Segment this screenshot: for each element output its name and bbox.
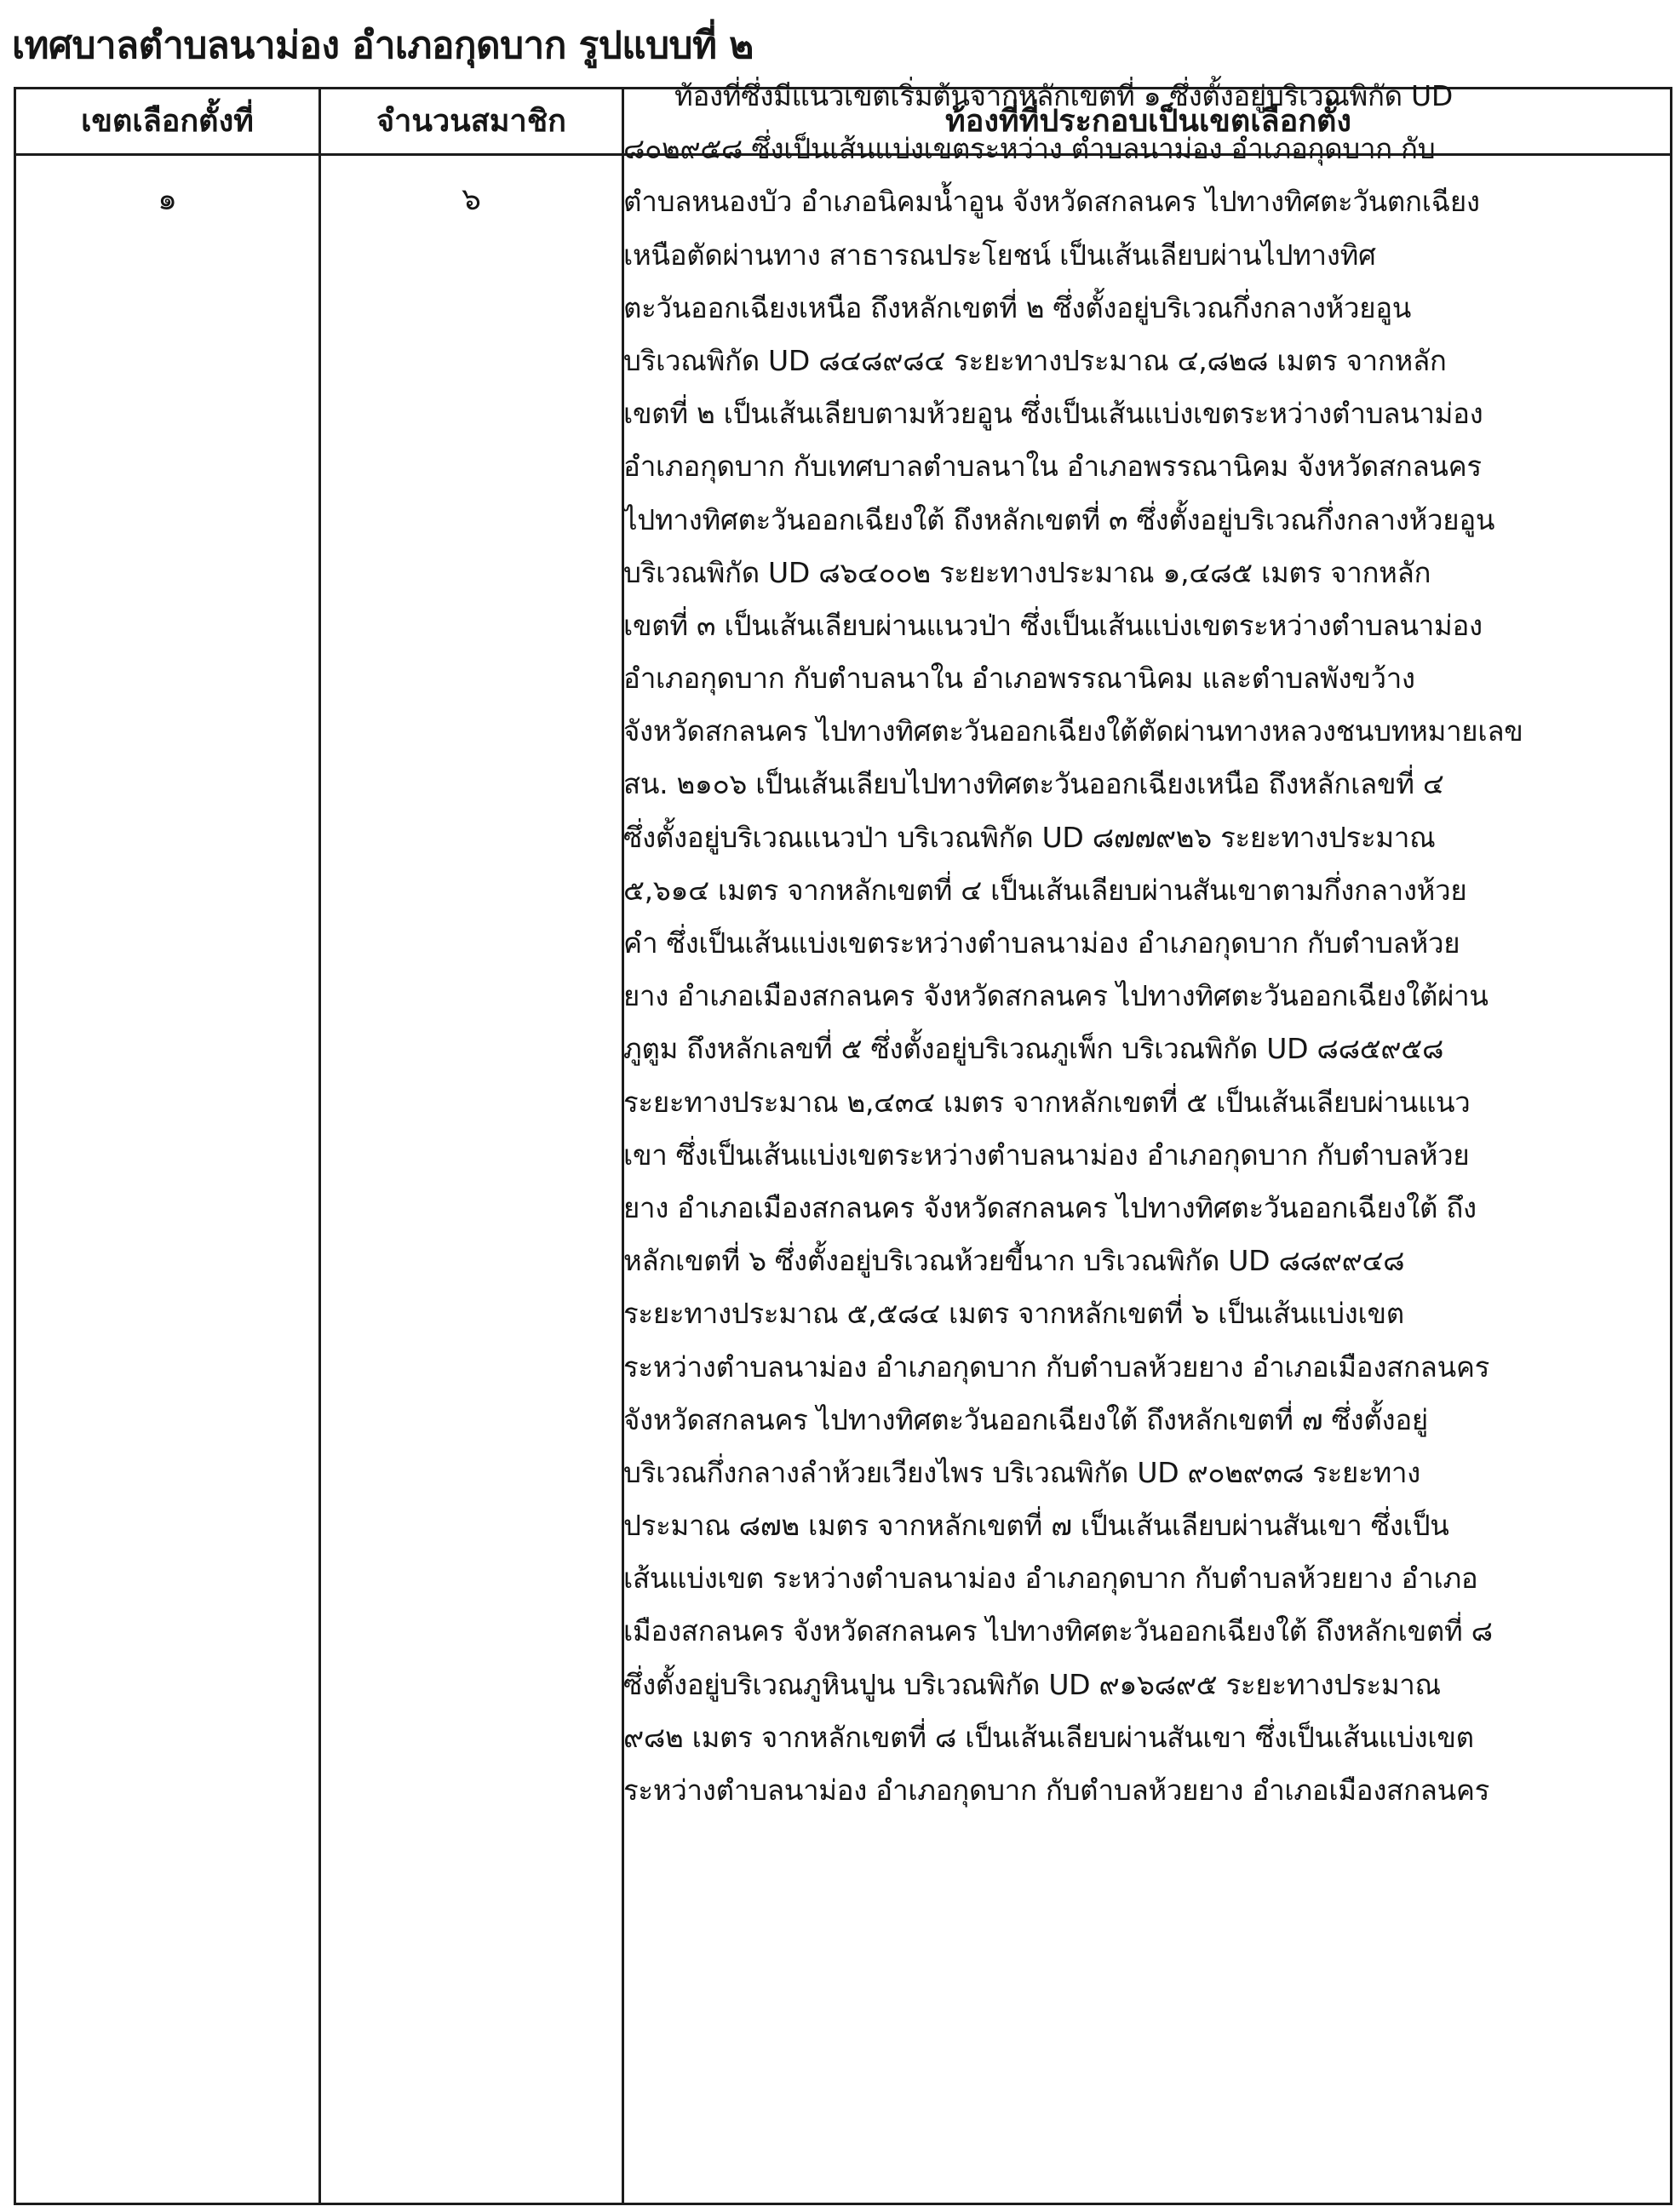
area-description-line: บริเวณพิกัด UD ๘๖๔๐๐๒ ระยะทางประมาณ ๑,๔๘๕ เมตร จากหลัก <box>623 555 1431 589</box>
area-description-line: เมืองสกลนคร จังหวัดสกลนคร ไปทางทิศตะวันออกเฉียงใต้ ถึงหลักเขตที่ ๘ <box>623 1614 1493 1648</box>
area-description-line: คำ ซึ่งเป็นเส้นแบ่งเขตระหว่างตำบลนาม่อง อำเภอกุดบาก กับตำบลห้วย <box>623 926 1460 960</box>
header-members: จำนวนสมาชิก <box>376 104 566 139</box>
area-description-line: อำเภอกุดบาก กับตำบลนาใน อำเภอพรรณานิคม และตำบลพังขว้าง <box>623 662 1415 696</box>
area-description-line: ตะวันออกเฉียงเหนือ ถึงหลักเขตที่ ๒ ซึ่งตั้งอยู่บริเวณกึ่งกลางห้วยอูน <box>623 290 1412 324</box>
area-description-line: ระยะทางประมาณ ๕,๕๘๔ เมตร จากหลักเขตที่ ๖ เป็นเส้นแบ่งเขต <box>623 1297 1404 1331</box>
area-description-line: สน. ๒๑๐๖ เป็นเส้นเลียบไปทางทิศตะวันออกเฉียงเหนือ ถึงหลักเลขที่ ๔ <box>623 767 1444 801</box>
area-description-line: จังหวัดสกลนคร ไปทางทิศตะวันออกเฉียงใต้ตัดผ่านทางหลวงชนบทหมายเลข <box>623 714 1523 748</box>
cell-area-description <box>623 70 1642 1817</box>
document-title: เทศบาลตำบลนาม่อง อำเภอกุดบาก รูปแบบที่ ๒ <box>12 24 754 67</box>
column-divider <box>318 89 321 2203</box>
area-description-line: ๘๐๒๙๕๘ ซึ่งเป็นเส้นแบ่งเขตระหว่าง ตำบลนาม่อง อำเภอกุดบาก กับ <box>623 132 1436 166</box>
area-description-line: ซึ่งตั้งอยู่บริเวณแนวป่า บริเวณพิกัด UD ๘๗๗๙๒๖ ระยะทางประมาณ <box>623 820 1436 854</box>
area-description-line: ภูตูม ถึงหลักเลขที่ ๕ ซึ่งตั้งอยู่บริเวณภูเพ็ก บริเวณพิกัด UD ๘๘๕๙๕๘ <box>623 1032 1444 1066</box>
area-description-line: ตำบลหนองบัว อำเภอนิคมน้ำอูน จังหวัดสกลนคร ไปทางทิศตะวันตกเฉียง <box>623 185 1480 219</box>
area-description-line: ระหว่างตำบลนาม่อง อำเภอกุดบาก กับตำบลห้วยยาง อำเภอเมืองสกลนคร <box>623 1774 1490 1807</box>
area-description-line: หลักเขตที่ ๖ ซึ่งตั้งอยู่บริเวณห้วยขี้นาก บริเวณพิกัด UD ๘๘๙๙๔๘ <box>623 1244 1405 1278</box>
area-description-line: บริเวณกึ่งกลางลำห้วยเวียงไพร บริเวณพิกัด UD ๙๐๒๙๓๘ ระยะทาง <box>623 1455 1420 1489</box>
area-description-line: จังหวัดสกลนคร ไปทางทิศตะวันออกเฉียงใต้ ถึงหลักเขตที่ ๗ ซึ่งตั้งอยู่ <box>623 1402 1428 1436</box>
area-description-line: ๕,๖๑๔ เมตร จากหลักเขตที่ ๔ เป็นเส้นเลียบผ่านสันเขาตามกึ่งกลางห้วย <box>623 873 1467 907</box>
cell-district-number: ๑ <box>158 182 177 217</box>
area-description-line: ยาง อำเภอเมืองสกลนคร จังหวัดสกลนคร ไปทางทิศตะวันออกเฉียงใต้ ถึง <box>623 1190 1477 1224</box>
area-description-line: ท้องที่ซึ่งมีแนวเขตเริ่มต้นจากหลักเขตที่ ๑ ซึ่งตั้งอยู่บริเวณพิกัด UD <box>674 79 1453 112</box>
area-description-line: เขตที่ ๒ เป็นเส้นเลียบตามห้วยอูน ซึ่งเป็นเส้นแบ่งเขตระหว่างตำบลนาม่อง <box>623 397 1483 431</box>
cell-member-count: ๖ <box>462 182 481 217</box>
area-description-line: ซึ่งตั้งอยู่บริเวณภูหินปูน บริเวณพิกัด UD ๙๑๖๘๙๕ ระยะทางประมาณ <box>623 1667 1441 1701</box>
area-description-line: ระยะทางประมาณ ๒,๔๓๔ เมตร จากหลักเขตที่ ๕ เป็นเส้นเลียบผ่านแนว <box>623 1085 1471 1119</box>
area-description-line: ประมาณ ๘๗๒ เมตร จากหลักเขตที่ ๗ เป็นเส้นเลียบผ่านสันเขา ซึ่งเป็น <box>623 1509 1449 1543</box>
area-description-line: บริเวณพิกัด UD ๘๔๘๙๘๔ ระยะทางประมาณ ๔,๘๒๘ เมตร จากหลัก <box>623 343 1447 377</box>
area-description-line: อำเภอกุดบาก กับเทศบาลตำบลนาใน อำเภอพรรณานิคม จังหวัดสกลนคร <box>623 450 1482 484</box>
area-description-line: เหนือตัดผ่านทาง สาธารณประโยชน์ เป็นเส้นเลียบผ่านไปทางทิศ <box>623 238 1376 272</box>
header-area: ท้องที่ที่ประกอบเป็นเขตเลือกตั้ง <box>945 104 1351 139</box>
area-description-line: เขา ซึ่งเป็นเส้นแบ่งเขตระหว่างตำบลนาม่อง อำเภอกุดบาก กับตำบลห้วย <box>623 1138 1470 1172</box>
area-description-line: ระหว่างตำบลนาม่อง อำเภอกุดบาก กับตำบลห้วยยาง อำเภอเมืองสกลนคร <box>623 1350 1490 1384</box>
area-description-line: เส้นแบ่งเขต ระหว่างตำบลนาม่อง อำเภอกุดบาก กับตำบลห้วยยาง อำเภอ <box>623 1562 1478 1596</box>
area-description-line: ๙๘๒ เมตร จากหลักเขตที่ ๘ เป็นเส้นเลียบผ่านสันเขา ซึ่งเป็นเส้นแบ่งเขต <box>623 1720 1474 1754</box>
area-description-line: เขตที่ ๓ เป็นเส้นเลียบผ่านแนวป่า ซึ่งเป็นเส้นแบ่งเขตระหว่างตำบลนาม่อง <box>623 608 1483 642</box>
area-description-line: ยาง อำเภอเมืองสกลนคร จังหวัดสกลนคร ไปทางทิศตะวันออกเฉียงใต้ผ่าน <box>623 979 1489 1013</box>
header-district: เขตเลือกตั้งที่ <box>81 104 254 139</box>
area-description-line: ไปทางทิศตะวันออกเฉียงใต้ ถึงหลักเขตที่ ๓ ซึ่งตั้งอยู่บริเวณกึ่งกลางห้วยอูน <box>623 502 1495 536</box>
